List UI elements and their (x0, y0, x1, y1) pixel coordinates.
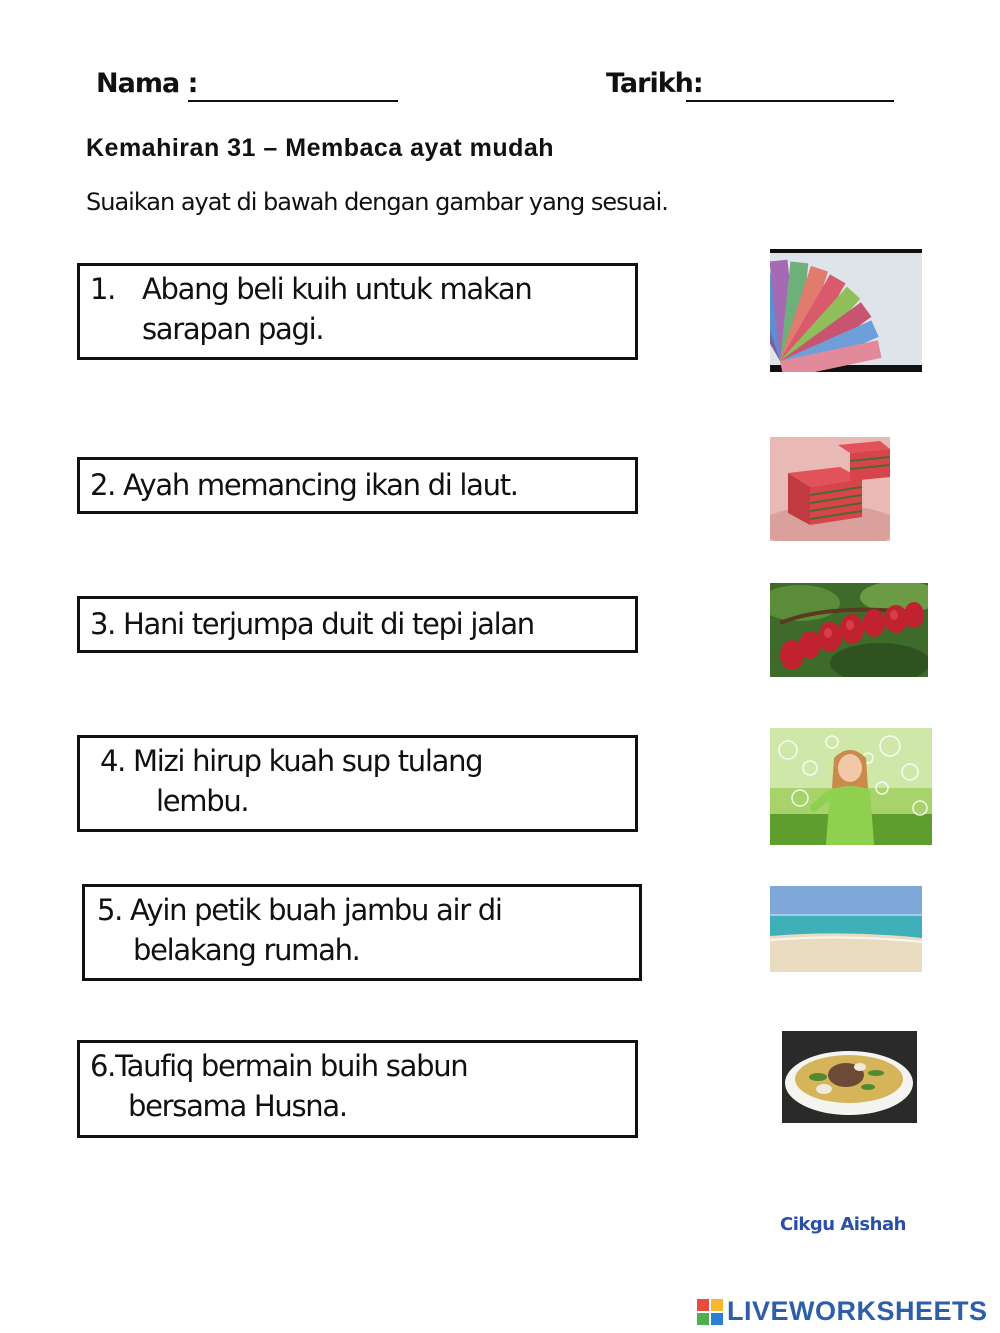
date-blank[interactable] (686, 72, 894, 102)
girl-bubbles-picture[interactable] (770, 728, 932, 845)
bone-soup-picture[interactable] (782, 1031, 917, 1131)
sentence-line: Abang beli kuih untuk makan (142, 272, 532, 306)
sentence-box-1[interactable] (77, 263, 638, 360)
date-label: Tarikh: (606, 68, 703, 99)
sentence-line: 5. Ayin petik buah jambu air di (97, 893, 502, 927)
sentence-box-2[interactable] (77, 457, 638, 514)
sentence-line: lembu. (156, 784, 249, 818)
worksheet-title: Kemahiran 31 – Membaca ayat mudah (86, 134, 555, 162)
sentence-line: 2. Ayah memancing ikan di laut. (90, 468, 518, 502)
rose-apple-picture[interactable] (770, 583, 928, 677)
author-credit: Cikgu Aishah (780, 1214, 906, 1235)
sentence-line: 6.Taufiq bermain buih sabun (90, 1049, 468, 1083)
sentence-box-6[interactable] (77, 1040, 638, 1138)
sentence-line: sarapan pagi. (142, 312, 324, 346)
sentence-line: belakang rumah. (133, 933, 360, 967)
sentence-box-3[interactable] (77, 596, 638, 653)
liveworksheets-logo-icon (697, 1299, 723, 1325)
name-blank[interactable] (188, 72, 398, 102)
sentence-box-5[interactable] (82, 884, 642, 981)
layered-cake-picture[interactable] (770, 437, 890, 541)
sentence-number: 1. (90, 272, 116, 306)
sentence-box-4[interactable] (77, 735, 638, 832)
sentence-line: 3. Hani terjumpa duit di tepi jalan (90, 607, 534, 641)
instruction-text: Suaikan ayat di bawah dengan gambar yang sesuai. (86, 188, 668, 216)
beach-picture[interactable] (770, 886, 922, 972)
sentence-line: bersama Husna. (128, 1089, 347, 1123)
sentence-line: 4. Mizi hirup kuah sup tulang (100, 744, 483, 778)
banknotes-picture[interactable] (770, 249, 922, 372)
liveworksheets-brand[interactable]: LIVEWORKSHEETS (727, 1296, 988, 1326)
name-label: Nama : (96, 68, 198, 99)
